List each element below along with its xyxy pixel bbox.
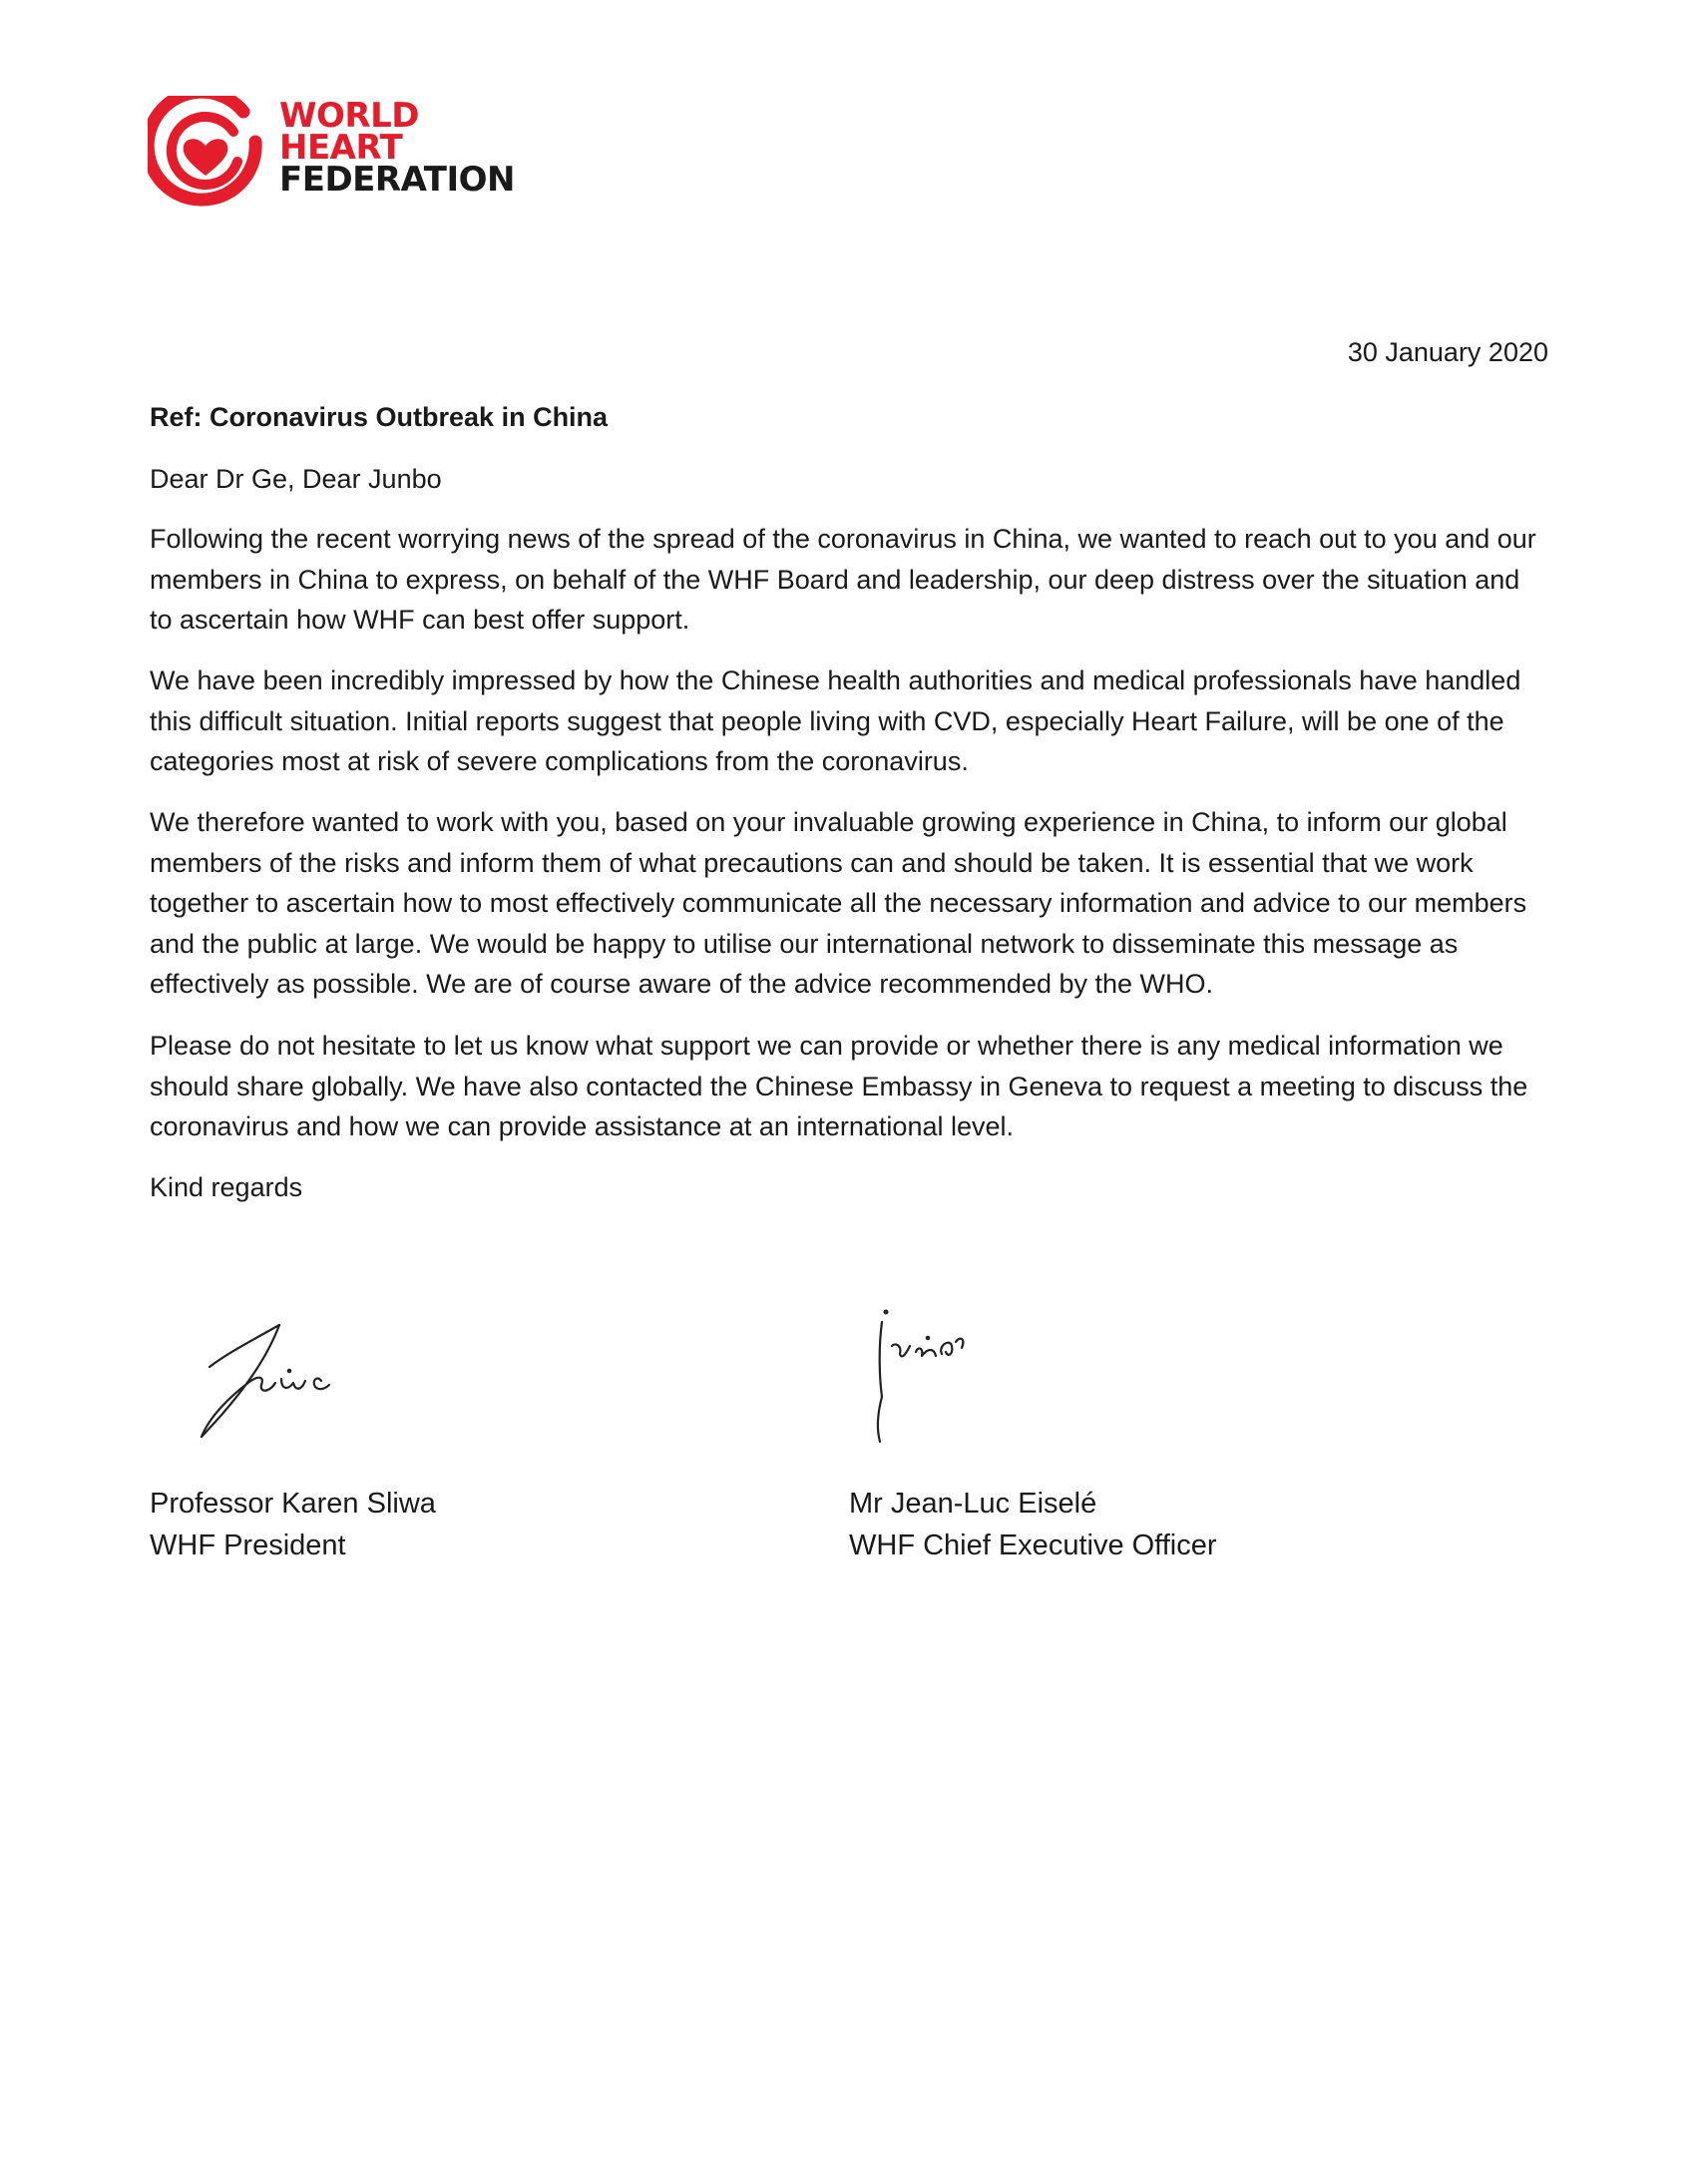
paragraph-3 [150,802,1546,1005]
closing: Kind regards [150,1172,303,1202]
logo-wordmark [279,96,515,200]
whf-logo [148,96,515,214]
signature-sliwa [190,1297,389,1447]
signatory-title: WHF Chief Executive Officer [849,1529,1217,1561]
letter-date: 30 January 2020 [1347,337,1548,367]
signatory-title: WHF President [150,1529,346,1561]
paragraph-2 [150,660,1546,782]
signatory-name: Professor Karen Sliwa [150,1488,436,1520]
logo-line-federation: FEDERATION [279,160,515,200]
paragraph-text: Please do not hesitate to let us know what support we can provide or whether there is any medical information we should share globally. We have also contacted the Chinese Embassy in Geneva to request a meeting to discuss the coronavirus and how we can provide assistance at an international level. [150,1031,1528,1141]
signature-eisele [858,1302,1008,1452]
logo-line-heart: HEART [279,128,403,168]
heart-icon [148,96,263,212]
paragraph-text: We have been incredibly impressed by how the Chinese health authorities and medical professionals have handled this difficult situation. Initial reports suggest that people living with CVD, especially Heart Failure, will be one of the categories most at risk of severe complications from the coronavirus. [150,665,1521,776]
salutation: Dear Dr Ge, Dear Junbo [150,464,442,494]
logo-line-world: WORLD [279,96,419,136]
paragraph-1 [150,519,1546,641]
reference-line: Ref: Coronavirus Outbreak in China [150,402,609,432]
paragraph-text: Following the recent worrying news of the spread of the coronavirus in China, we wanted to reach out to you and our members in China to express, on behalf of the WHF Board and leadership, our deep distress over the situation and to ascertain how WHF can best offer support. [150,524,1536,635]
signatory-2 [849,1483,1217,1566]
paragraph-4 [150,1026,1546,1147]
signatory-1 [150,1483,436,1566]
signatory-name: Mr Jean-Luc Eiselé [849,1488,1097,1520]
paragraph-text: We therefore wanted to work with you, based on your invaluable growing experience in China, to inform our global members of the risks and inform them of what precautions can and should be taken. It is essential that we work together to ascertain how to most effectively communicate all the necessary information and advice to our members and the public at large. We would be happy to utilise our international network to disseminate this message as effectively as possible. We are of course aware of the advice recommended by the WHO. [150,807,1527,999]
